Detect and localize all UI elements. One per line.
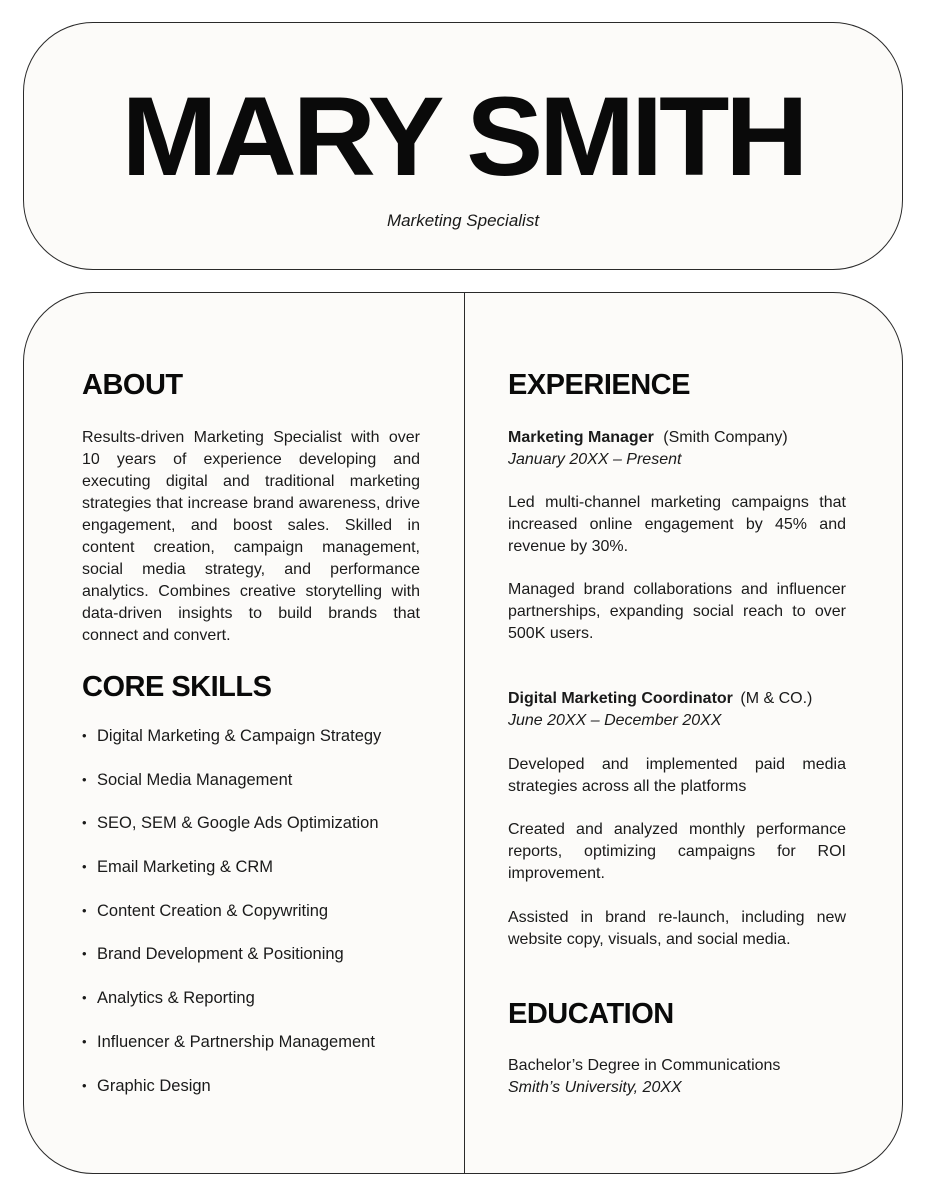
- skills-list: [82, 725, 381, 1118]
- job-entry: [508, 427, 846, 471]
- skill-item: • Content Creation & Copywriting: [82, 900, 381, 944]
- job-point: Assisted in brand re-launch, including new website copy, visuals, and social media.: [508, 909, 846, 948]
- degree: Bachelor’s Degree in Communications: [508, 1057, 781, 1074]
- job-company: (M & CO.): [740, 690, 813, 707]
- header-card: [23, 22, 903, 270]
- job-entry: [508, 688, 846, 732]
- job-role: Digital Marketing Coordinator: [508, 690, 733, 707]
- skill-item: • Graphic Design: [82, 1075, 381, 1119]
- job-point: Led multi-channel marketing campaigns that increased online engagement by 45% and revenue by 30%.: [508, 494, 846, 555]
- experience-heading: EXPERIENCE: [508, 369, 690, 401]
- skill-item: • Email Marketing & CRM: [82, 856, 381, 900]
- school: Smith’s University, 20XX: [508, 1079, 682, 1096]
- body-card: [23, 292, 903, 1174]
- skill-item: • Social Media Management: [82, 769, 381, 813]
- core-skills-heading: CORE SKILLS: [82, 671, 272, 703]
- job-header: [508, 427, 846, 449]
- job-dates: January 20XX – Present: [508, 451, 682, 468]
- about-text: Results-driven Marketing Specialist with over 10 years of experience developing and executing digital and traditional marketing strategies that increase brand awareness, drive engagement, and boost sales. Skilled in content creation, campaign management, social media strategy, and performance analytics. Combines creative storytelling with data-driven insights to build brands that connect and convert.: [82, 429, 420, 644]
- job-title-subtitle: Marketing Specialist: [386, 211, 540, 230]
- about-heading: ABOUT: [82, 369, 183, 401]
- job-company: (Smith Company): [663, 429, 788, 446]
- skill-item: • Influencer & Partnership Management: [82, 1031, 381, 1075]
- job-role: Marketing Manager: [508, 429, 654, 446]
- column-divider: [464, 293, 465, 1173]
- person-name: MARY SMITH: [121, 74, 805, 199]
- job-header: [508, 688, 846, 710]
- job-dates: June 20XX – December 20XX: [508, 712, 722, 729]
- skill-item: • Analytics & Reporting: [82, 987, 381, 1031]
- skill-item: • SEO, SEM & Google Ads Optimization: [82, 812, 381, 856]
- job-point: Developed and implemented paid media strategies across all the platforms: [508, 756, 846, 795]
- skill-item: • Digital Marketing & Campaign Strategy: [82, 725, 381, 769]
- job-point: Created and analyzed monthly performance reports, optimizing campaigns for ROI improvement.: [508, 821, 846, 882]
- job-point: Managed brand collaborations and influencer partnerships, expanding social reach to over 500K users.: [508, 581, 846, 642]
- education-heading: EDUCATION: [508, 998, 674, 1030]
- education-entry: [508, 1055, 846, 1099]
- skill-item: • Brand Development & Positioning: [82, 943, 381, 987]
